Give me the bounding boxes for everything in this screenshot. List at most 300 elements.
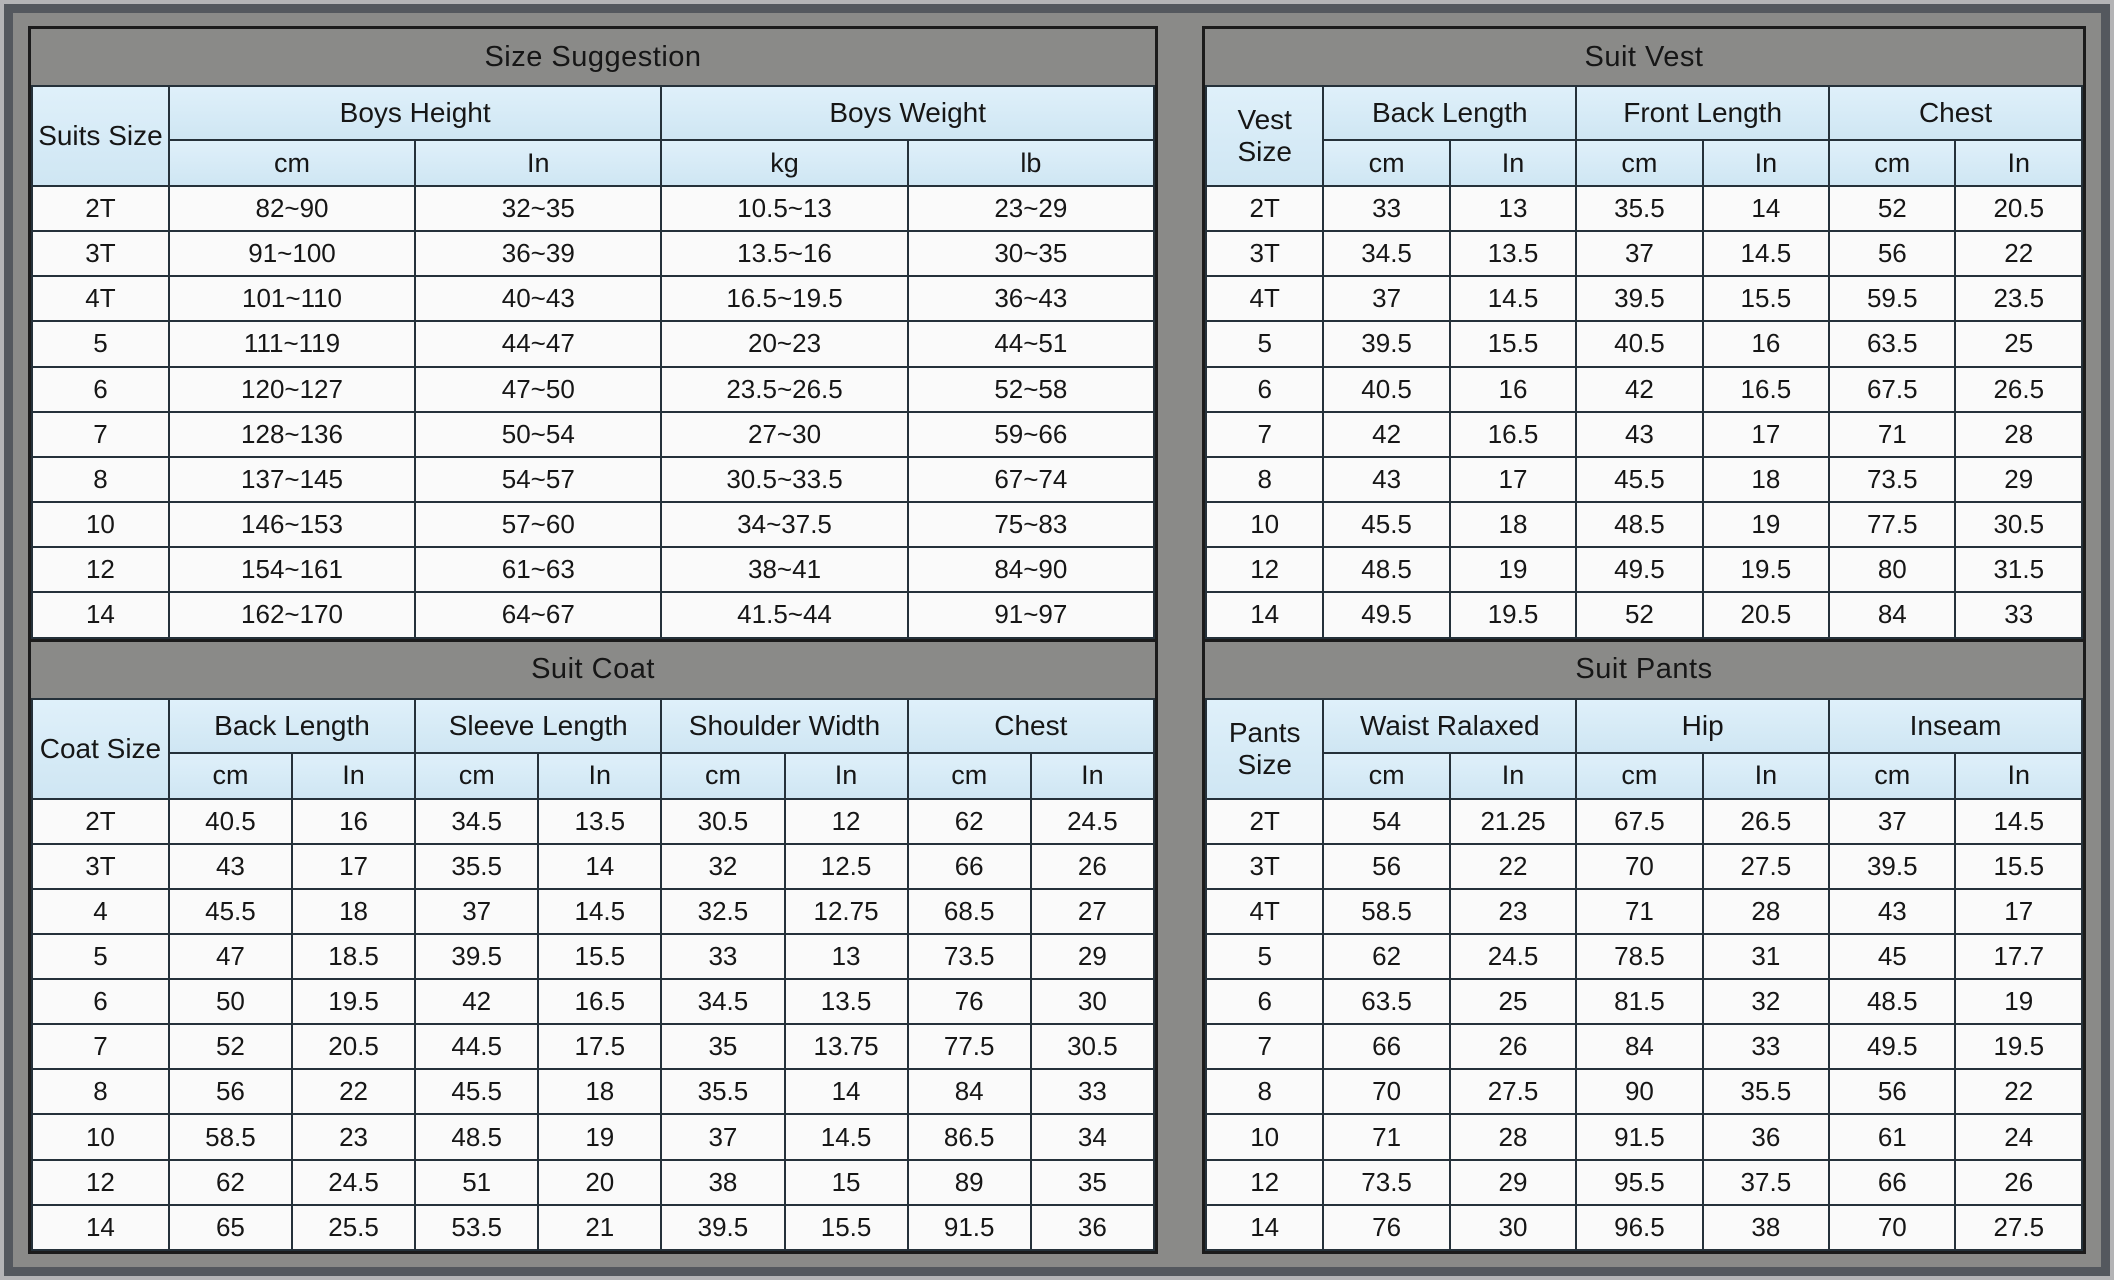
value-cell: 48.5 — [1576, 502, 1702, 547]
unit-label: In — [415, 140, 661, 186]
unit-label: cm — [1829, 140, 1955, 186]
value-cell: 19 — [538, 1114, 661, 1159]
value-cell: 67.5 — [1829, 367, 1955, 412]
unit-label: In — [785, 753, 908, 799]
value-cell: 13.5 — [785, 979, 908, 1024]
value-cell: 26 — [1955, 1160, 2082, 1205]
value-cell: 43 — [1323, 457, 1449, 502]
value-cell: 32 — [1703, 979, 1829, 1024]
value-cell: 15.5 — [1703, 276, 1829, 321]
size-label-cell: 2T — [32, 186, 169, 231]
value-cell: 35.5 — [1703, 1069, 1829, 1114]
size-suggestion-group-header-row — [32, 86, 1154, 140]
value-cell: 16 — [292, 799, 415, 844]
value-cell: 61~63 — [415, 547, 661, 592]
value-cell: 35.5 — [415, 844, 538, 889]
value-cell: 14 — [785, 1069, 908, 1114]
value-cell: 39.5 — [1323, 321, 1449, 366]
value-cell: 70 — [1323, 1069, 1449, 1114]
value-cell: 24.5 — [292, 1160, 415, 1205]
unit-label: In — [1955, 140, 2082, 186]
size-label-cell: 10 — [1206, 1114, 1323, 1159]
value-cell: 40.5 — [1576, 321, 1702, 366]
size-label-cell: 12 — [1206, 1160, 1323, 1205]
value-cell: 82~90 — [169, 186, 415, 231]
value-cell: 91.5 — [908, 1205, 1031, 1250]
value-cell: 49.5 — [1323, 592, 1449, 637]
suit-vest-section — [1202, 26, 2086, 642]
value-cell: 91~97 — [908, 592, 1154, 637]
value-cell: 71 — [1829, 412, 1955, 457]
value-cell: 26 — [1450, 1024, 1576, 1069]
unit-label: In — [1450, 140, 1576, 186]
suit-vest-group-header: Back Length — [1323, 86, 1576, 140]
table-row — [32, 1114, 1154, 1159]
value-cell: 39.5 — [1829, 844, 1955, 889]
value-cell: 23 — [292, 1114, 415, 1159]
table-row — [32, 1205, 1154, 1250]
value-cell: 42 — [415, 979, 538, 1024]
value-cell: 30.5 — [1955, 502, 2082, 547]
table-row — [1206, 186, 2082, 231]
value-cell: 54~57 — [415, 457, 661, 502]
value-cell: 32.5 — [661, 889, 784, 934]
table-row — [32, 502, 1154, 547]
size-label-cell: 10 — [1206, 502, 1323, 547]
value-cell: 77.5 — [908, 1024, 1031, 1069]
size-label-cell: 3T — [1206, 231, 1323, 276]
value-cell: 16.5 — [1450, 412, 1576, 457]
unit-label: In — [538, 753, 661, 799]
value-cell: 27.5 — [1955, 1205, 2082, 1250]
size-label-cell: 3T — [1206, 844, 1323, 889]
value-cell: 18.5 — [292, 934, 415, 979]
unit-label: cm — [661, 753, 784, 799]
value-cell: 36~39 — [415, 231, 661, 276]
value-cell: 12 — [785, 799, 908, 844]
value-cell: 56 — [1829, 231, 1955, 276]
value-cell: 40~43 — [415, 276, 661, 321]
suit-pants-section — [1202, 642, 2086, 1255]
value-cell: 146~153 — [169, 502, 415, 547]
value-cell: 25 — [1450, 979, 1576, 1024]
size-label-cell: 8 — [1206, 1069, 1323, 1114]
value-cell: 48.5 — [1323, 547, 1449, 592]
value-cell: 66 — [1829, 1160, 1955, 1205]
value-cell: 20.5 — [1955, 186, 2082, 231]
value-cell: 42 — [1323, 412, 1449, 457]
table-row — [32, 1069, 1154, 1114]
table-row — [32, 457, 1154, 502]
value-cell: 17 — [1703, 412, 1829, 457]
suit-coat-title: Suit Coat — [31, 642, 1155, 698]
size-label-cell: 6 — [32, 979, 169, 1024]
value-cell: 45 — [1829, 934, 1955, 979]
value-cell: 30.5 — [661, 799, 784, 844]
value-cell: 18 — [1450, 502, 1576, 547]
size-label-cell: 4T — [1206, 889, 1323, 934]
unit-label: cm — [1323, 753, 1449, 799]
value-cell: 56 — [169, 1069, 292, 1114]
value-cell: 34 — [1031, 1114, 1154, 1159]
table-row — [1206, 1069, 2082, 1114]
value-cell: 33 — [1031, 1069, 1154, 1114]
value-cell: 84 — [908, 1069, 1031, 1114]
value-cell: 44~47 — [415, 321, 661, 366]
value-cell: 14.5 — [785, 1114, 908, 1159]
value-cell: 28 — [1450, 1114, 1576, 1159]
value-cell: 18 — [538, 1069, 661, 1114]
value-cell: 23.5~26.5 — [661, 367, 907, 412]
size-label-cell: 7 — [32, 412, 169, 457]
value-cell: 29 — [1031, 934, 1154, 979]
value-cell: 52 — [1576, 592, 1702, 637]
suit-coat-unit-header-row — [32, 753, 1154, 799]
table-row — [1206, 1205, 2082, 1250]
size-label-cell: 10 — [32, 1114, 169, 1159]
value-cell: 54 — [1323, 799, 1449, 844]
value-cell: 44~51 — [908, 321, 1154, 366]
size-label-cell: 3T — [32, 844, 169, 889]
value-cell: 52~58 — [908, 367, 1154, 412]
value-cell: 26 — [1031, 844, 1154, 889]
value-cell: 15 — [785, 1160, 908, 1205]
value-cell: 128~136 — [169, 412, 415, 457]
value-cell: 30.5~33.5 — [661, 457, 907, 502]
size-label-cell: 4 — [32, 889, 169, 934]
size-label-cell: 12 — [32, 1160, 169, 1205]
value-cell: 19 — [1703, 502, 1829, 547]
table-row — [1206, 276, 2082, 321]
value-cell: 58.5 — [1323, 889, 1449, 934]
table-row — [1206, 1114, 2082, 1159]
table-row — [1206, 1024, 2082, 1069]
value-cell: 19.5 — [1703, 547, 1829, 592]
unit-label: cm — [1576, 140, 1702, 186]
unit-label: In — [292, 753, 415, 799]
value-cell: 35 — [661, 1024, 784, 1069]
value-cell: 71 — [1576, 889, 1702, 934]
value-cell: 40.5 — [169, 799, 292, 844]
value-cell: 76 — [908, 979, 1031, 1024]
left-panel — [28, 26, 1158, 1254]
value-cell: 34.5 — [415, 799, 538, 844]
suit-pants-table-wrap — [1205, 698, 2083, 1252]
value-cell: 62 — [1323, 934, 1449, 979]
table-row — [1206, 592, 2082, 637]
value-cell: 20.5 — [1703, 592, 1829, 637]
value-cell: 34.5 — [1323, 231, 1449, 276]
value-cell: 86.5 — [908, 1114, 1031, 1159]
value-cell: 14.5 — [538, 889, 661, 934]
value-cell: 24 — [1955, 1114, 2082, 1159]
unit-label: cm — [908, 753, 1031, 799]
value-cell: 59.5 — [1829, 276, 1955, 321]
value-cell: 34~37.5 — [661, 502, 907, 547]
value-cell: 91.5 — [1576, 1114, 1702, 1159]
value-cell: 14 — [538, 844, 661, 889]
size-label-cell: 6 — [32, 367, 169, 412]
size-label-cell: 6 — [1206, 367, 1323, 412]
table-row — [32, 231, 1154, 276]
value-cell: 21 — [538, 1205, 661, 1250]
suit-pants-title: Suit Pants — [1205, 642, 2083, 698]
table-row — [1206, 934, 2082, 979]
size-label-cell: 8 — [32, 457, 169, 502]
value-cell: 33 — [1955, 592, 2082, 637]
unit-label: cm — [169, 753, 292, 799]
size-suggestion-group-header: Boys Height — [169, 86, 662, 140]
table-row — [32, 1024, 1154, 1069]
suit-pants-table — [1205, 698, 2083, 1252]
value-cell: 32 — [661, 844, 784, 889]
value-cell: 65 — [169, 1205, 292, 1250]
table-row — [32, 979, 1154, 1024]
value-cell: 39.5 — [1576, 276, 1702, 321]
value-cell: 84~90 — [908, 547, 1154, 592]
value-cell: 77.5 — [1829, 502, 1955, 547]
value-cell: 12.5 — [785, 844, 908, 889]
value-cell: 38~41 — [661, 547, 907, 592]
table-row — [32, 367, 1154, 412]
value-cell: 15.5 — [538, 934, 661, 979]
value-cell: 27.5 — [1450, 1069, 1576, 1114]
value-cell: 44.5 — [415, 1024, 538, 1069]
value-cell: 70 — [1576, 844, 1702, 889]
value-cell: 30.5 — [1031, 1024, 1154, 1069]
value-cell: 23~29 — [908, 186, 1154, 231]
value-cell: 25.5 — [292, 1205, 415, 1250]
value-cell: 90 — [1576, 1069, 1702, 1114]
table-row — [1206, 321, 2082, 366]
value-cell: 38 — [661, 1160, 784, 1205]
value-cell: 78.5 — [1576, 934, 1702, 979]
size-label-cell: 7 — [32, 1024, 169, 1069]
value-cell: 13.5~16 — [661, 231, 907, 276]
value-cell: 59~66 — [908, 412, 1154, 457]
size-label-cell: 5 — [1206, 934, 1323, 979]
table-row — [32, 186, 1154, 231]
size-chart-content — [13, 13, 2101, 1267]
value-cell: 96.5 — [1576, 1205, 1702, 1250]
value-cell: 43 — [1576, 412, 1702, 457]
value-cell: 18 — [1703, 457, 1829, 502]
suit-coat-group-header: Sleeve Length — [415, 699, 661, 753]
value-cell: 39.5 — [415, 934, 538, 979]
value-cell: 43 — [169, 844, 292, 889]
suit-vest-table-wrap — [1205, 85, 2083, 639]
suit-coat-group-header: Shoulder Width — [661, 699, 907, 753]
value-cell: 14.5 — [1955, 799, 2082, 844]
suit-coat-group-header: Chest — [908, 699, 1154, 753]
value-cell: 80 — [1829, 547, 1955, 592]
suit-vest-title: Suit Vest — [1205, 29, 2083, 85]
suit-pants-group-header-row — [1206, 699, 2082, 753]
value-cell: 89 — [908, 1160, 1031, 1205]
value-cell: 57~60 — [415, 502, 661, 547]
value-cell: 14.5 — [1703, 231, 1829, 276]
value-cell: 17 — [1450, 457, 1576, 502]
value-cell: 36 — [1703, 1114, 1829, 1159]
value-cell: 48.5 — [1829, 979, 1955, 1024]
value-cell: 58.5 — [169, 1114, 292, 1159]
value-cell: 66 — [1323, 1024, 1449, 1069]
value-cell: 22 — [1955, 1069, 2082, 1114]
value-cell: 84 — [1576, 1024, 1702, 1069]
value-cell: 31 — [1703, 934, 1829, 979]
unit-label: cm — [415, 753, 538, 799]
value-cell: 21.25 — [1450, 799, 1576, 844]
table-row — [32, 412, 1154, 457]
unit-label: In — [1703, 140, 1829, 186]
table-row — [1206, 844, 2082, 889]
value-cell: 33 — [661, 934, 784, 979]
size-suggestion-section — [28, 26, 1158, 642]
value-cell: 10.5~13 — [661, 186, 907, 231]
unit-label: cm — [1829, 753, 1955, 799]
value-cell: 38 — [1703, 1205, 1829, 1250]
unit-label: In — [1031, 753, 1154, 799]
value-cell: 101~110 — [169, 276, 415, 321]
size-suggestion-group-header: Boys Weight — [661, 86, 1154, 140]
value-cell: 13.5 — [1450, 231, 1576, 276]
value-cell: 70 — [1829, 1205, 1955, 1250]
value-cell: 26.5 — [1955, 367, 2082, 412]
value-cell: 32~35 — [415, 186, 661, 231]
value-cell: 20 — [538, 1160, 661, 1205]
value-cell: 35 — [1031, 1160, 1154, 1205]
value-cell: 49.5 — [1576, 547, 1702, 592]
value-cell: 27~30 — [661, 412, 907, 457]
value-cell: 73.5 — [908, 934, 1031, 979]
table-row — [1206, 1160, 2082, 1205]
value-cell: 25 — [1955, 321, 2082, 366]
unit-label: cm — [1576, 753, 1702, 799]
value-cell: 42 — [1576, 367, 1702, 412]
unit-label: In — [1703, 753, 1829, 799]
value-cell: 43 — [1829, 889, 1955, 934]
suit-coat-table — [31, 698, 1155, 1252]
size-suggestion-table — [31, 85, 1155, 639]
value-cell: 20~23 — [661, 321, 907, 366]
value-cell: 16.5 — [1703, 367, 1829, 412]
value-cell: 15.5 — [1955, 844, 2082, 889]
suit-vest-unit-header-row — [1206, 140, 2082, 186]
value-cell: 111~119 — [169, 321, 415, 366]
value-cell: 30~35 — [908, 231, 1154, 276]
value-cell: 13 — [1450, 186, 1576, 231]
value-cell: 17 — [1955, 889, 2082, 934]
value-cell: 66 — [908, 844, 1031, 889]
suit-coat-group-header: Back Length — [169, 699, 415, 753]
value-cell: 16 — [1450, 367, 1576, 412]
value-cell: 37 — [1576, 231, 1702, 276]
value-cell: 64~67 — [415, 592, 661, 637]
value-cell: 52 — [1829, 186, 1955, 231]
size-label-cell: 12 — [1206, 547, 1323, 592]
value-cell: 51 — [415, 1160, 538, 1205]
value-cell: 14 — [1703, 186, 1829, 231]
size-label-cell: 14 — [32, 1205, 169, 1250]
value-cell: 31.5 — [1955, 547, 2082, 592]
value-cell: 48.5 — [415, 1114, 538, 1159]
value-cell: 45.5 — [1323, 502, 1449, 547]
size-label-cell: 5 — [32, 934, 169, 979]
suit-pants-unit-header-row — [1206, 753, 2082, 799]
table-row — [1206, 412, 2082, 457]
value-cell: 29 — [1955, 457, 2082, 502]
value-cell: 23.5 — [1955, 276, 2082, 321]
value-cell: 61 — [1829, 1114, 1955, 1159]
value-cell: 30 — [1450, 1205, 1576, 1250]
table-row — [1206, 231, 2082, 276]
value-cell: 45.5 — [1576, 457, 1702, 502]
value-cell: 22 — [1450, 844, 1576, 889]
value-cell: 17 — [292, 844, 415, 889]
value-cell: 36 — [1031, 1205, 1154, 1250]
value-cell: 67.5 — [1576, 799, 1702, 844]
value-cell: 17.7 — [1955, 934, 2082, 979]
value-cell: 84 — [1829, 592, 1955, 637]
table-row — [32, 844, 1154, 889]
value-cell: 67~74 — [908, 457, 1154, 502]
value-cell: 19.5 — [1955, 1024, 2082, 1069]
size-label-cell: 2T — [1206, 799, 1323, 844]
value-cell: 37 — [661, 1114, 784, 1159]
value-cell: 49.5 — [1829, 1024, 1955, 1069]
value-cell: 16.5~19.5 — [661, 276, 907, 321]
value-cell: 63.5 — [1829, 321, 1955, 366]
table-row — [1206, 367, 2082, 412]
size-label-cell: 5 — [32, 321, 169, 366]
value-cell: 76 — [1323, 1205, 1449, 1250]
table-row — [32, 1160, 1154, 1205]
value-cell: 19.5 — [292, 979, 415, 1024]
value-cell: 91~100 — [169, 231, 415, 276]
table-row — [32, 799, 1154, 844]
value-cell: 73.5 — [1829, 457, 1955, 502]
value-cell: 154~161 — [169, 547, 415, 592]
size-label-cell: 2T — [32, 799, 169, 844]
value-cell: 27 — [1031, 889, 1154, 934]
value-cell: 45.5 — [169, 889, 292, 934]
value-cell: 15.5 — [1450, 321, 1576, 366]
suit-pants-group-header: Waist Ralaxed — [1323, 699, 1576, 753]
size-label-cell: 10 — [32, 502, 169, 547]
value-cell: 33 — [1323, 186, 1449, 231]
value-cell: 81.5 — [1576, 979, 1702, 1024]
size-label-cell: 14 — [1206, 1205, 1323, 1250]
size-label-cell: 12 — [32, 547, 169, 592]
value-cell: 162~170 — [169, 592, 415, 637]
value-cell: 37 — [1323, 276, 1449, 321]
value-cell: 13.5 — [538, 799, 661, 844]
value-cell: 28 — [1955, 412, 2082, 457]
value-cell: 19 — [1450, 547, 1576, 592]
value-cell: 35.5 — [1576, 186, 1702, 231]
value-cell: 13 — [785, 934, 908, 979]
size-label-cell: 7 — [1206, 1024, 1323, 1069]
value-cell: 12.75 — [785, 889, 908, 934]
size-label-cell: 8 — [32, 1069, 169, 1114]
unit-label: In — [1955, 753, 2082, 799]
value-cell: 47~50 — [415, 367, 661, 412]
value-cell: 63.5 — [1323, 979, 1449, 1024]
size-suggestion-unit-header-row — [32, 140, 1154, 186]
value-cell: 40.5 — [1323, 367, 1449, 412]
value-cell: 26.5 — [1703, 799, 1829, 844]
size-suggestion-title: Size Suggestion — [31, 29, 1155, 85]
